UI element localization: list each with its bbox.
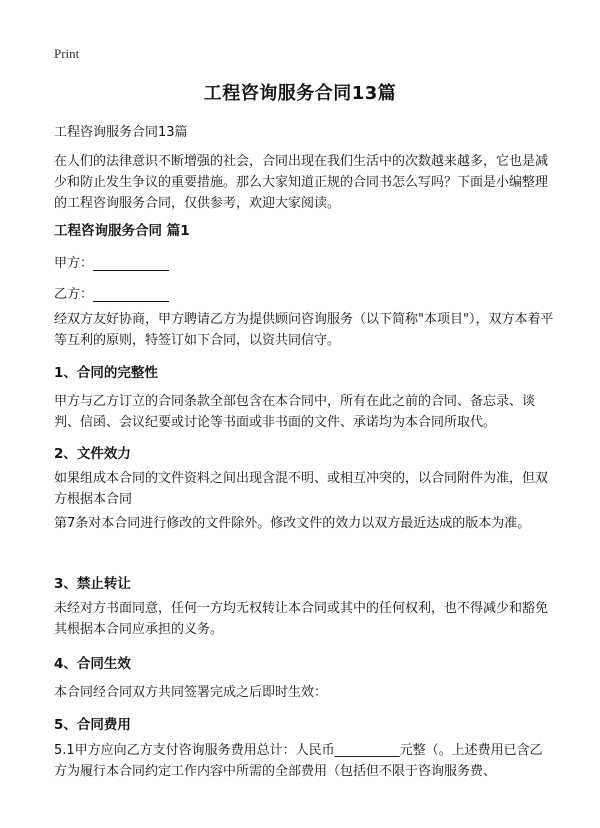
section-heading: 1、合同的完整性 <box>54 365 158 381</box>
section-paragraph: 甲方与乙方订立的合同条款全部包含在本合同中，所有在此之前的合同、备忘录、谈判、信函、会议纪要或讨论等书面或非书面的文件、承诺均为本合同所取代。 <box>54 394 536 430</box>
intro-paragraph: 在人们的法律意识不断增强的社会，合同出现在我们生活中的次数越来越多，它也是减少和防止发生争议的重要措施。那么大家知道正规的合同书怎么写吗？下面是小编整理的工程咨询服务合同，仅供参考，欢迎大家阅读。 <box>54 154 549 211</box>
section-title: 工程咨询服务合同 篇1 <box>54 223 190 239</box>
party-b-label: 乙方： <box>54 287 94 302</box>
section-paragraph: 第7条对本合同进行修改的文件除外。修改文件的效力以双方最近达成的版本为准。 <box>54 516 531 531</box>
section-heading: 2、文件效力 <box>54 446 131 462</box>
page-title: 工程咨询服务合同13篇 <box>203 83 397 104</box>
party-a-line <box>54 252 169 271</box>
print-label[interactable]: Print <box>54 46 80 61</box>
section-paragraph: 5.1甲方应向乙方支付咨询服务费用总计：人民币__________元整（。上述费用已含乙方为履行本合同约定工作内容中所需的全部费用（包括但不限于咨询服务费、 <box>54 743 543 779</box>
party-b-line <box>54 283 169 302</box>
party-a-blank <box>93 256 169 271</box>
party-b-blank <box>93 287 169 302</box>
section-heading: 5、合同费用 <box>54 717 131 733</box>
document-subtitle: 工程咨询服务合同13篇 <box>54 125 188 140</box>
section-heading: 3、禁止转让 <box>54 576 131 592</box>
section-paragraph: 本合同经合同双方共同签署完成之后即时生效： <box>54 685 328 700</box>
section-paragraph: 未经对方书面同意，任何一方均无权转让本合同或其中的任何权利，也不得减少和豁免其根据本合同应承担的义务。 <box>54 601 549 637</box>
principle-paragraph: 经双方友好协商，甲方聘请乙方为提供顾问咨询服务（以下简称"本项目"），双方本着平等互利的原则，特签订如下合同，以资共同信守。 <box>54 312 554 348</box>
section-heading: 4、合同生效 <box>54 656 131 672</box>
party-a-label: 甲方： <box>54 256 94 271</box>
section-paragraph: 如果组成本合同的文件资料之间出现含混不明、或相互冲突的，以合同附件为准，但双方根据本合同 <box>54 471 549 507</box>
